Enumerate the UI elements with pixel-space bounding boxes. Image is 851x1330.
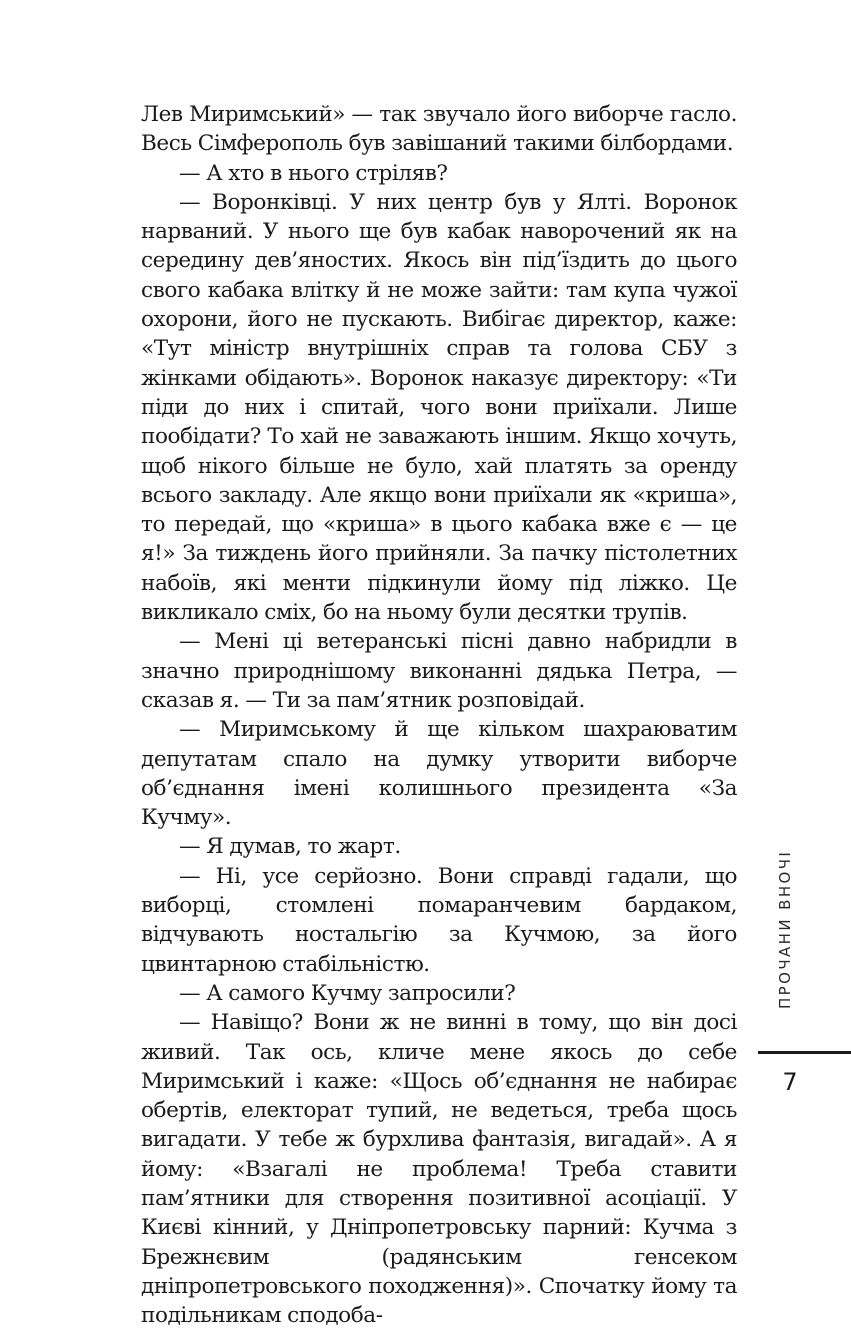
folio-rule [758,1051,851,1054]
paragraph: — А самого Кучму запросили? [179,980,516,1006]
paragraph: — Мені ці ветеранські пісні давно набридли в значно природнішому виконанні дядька Петра, — сказав я. — Ти за пам’ятник розповідай. [141,629,737,713]
page-number: 7 [782,1068,798,1096]
body-text [141,100,737,1330]
paragraph: — Ні, усе серйозно. Вони справді гадали, що виборці, стомлені помаранчевим бардаком, відчувають ностальгію за Кучмою, за його цвинтарною стабільністю. [141,863,737,977]
paragraph: — А хто в нього стріляв? [179,160,448,186]
running-title: ПРОЧАНИ ВНОЧІ [776,849,794,1009]
paragraph: — Я думав, то жарт. [179,834,401,860]
paragraph: — Воронківці. У них центр був у Ялті. Воронок нарваний. У нього ще був кабак наворочений як на середину дев’яностих. Якось він під’їздить до цього свого кабака влітку й не може зайти: там купа чужої охорони, його не пускають. Вибігає директор, каже: «Тут міністр внутрішніх справ та голова СБУ з жінками обідають». Воронок наказує директору: «Ти піди до них і спитай, чого вони приїхали. Лише пообідати? То хай не заважають іншим. Якщо хочуть, щоб нікого більше не було, хай платять за оренду всього закладу. Але якщо вони приїхали як «криша», то передай, що «криша» в цього кабака вже є — це я!» За тиждень його прийняли. За пачку пістолетних набоїв, які менти підкинули йому під ліжко. Це викликало сміх, бо на ньому були десятки трупів. [141,189,737,626]
paragraph: Лев Миримський» — так звучало його виборче гасло. Весь Сімферополь був завішаний такими білбордами. [141,102,737,157]
paragraph: — Миримському й ще кільком шахраюватим депутатам спало на думку утворити виборче об’єднання імені колишнього президента «За Кучму». [141,717,737,831]
paragraph: — Навіщо? Вони ж не винні в тому, що він досі живий. Так ось, кличе мене якось до себе Миримський і каже: «Щось об’єднання не набирає обертів, електорат тупий, не ведеться, треба щось вигадати. У тебе ж бурхлива фантазія, вигадай». А я йому: «Взагалі не проблема! Треба ставити пам’ятники для створення позитивної асоціації. У Києві кінний, у Дніпропетровську парний: Кучма з Брежнєвим (радянським генсеком дніпропетровського походження)». Спочатку йому та подільникам сподоба- [141,1010,737,1329]
